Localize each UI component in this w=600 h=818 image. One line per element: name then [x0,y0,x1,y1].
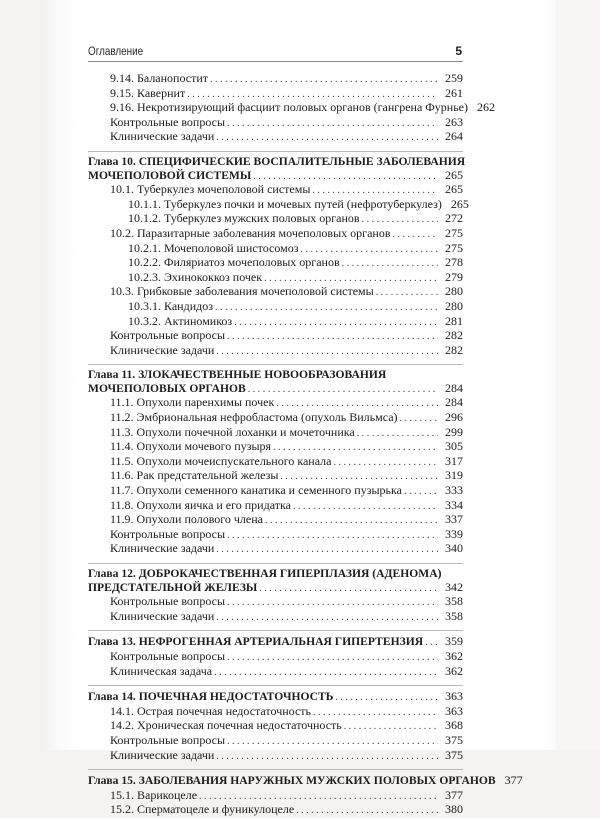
toc-entry[interactable]: 15.1. Варикоцеле . . . 377 [88,789,463,804]
toc-chapter-13 [88,630,463,679]
dot-leader [216,612,438,625]
toc-chapter-15 [88,769,523,818]
page-number: 5 [455,44,462,58]
toc-entry[interactable]: 11.4. Опухоли мочевого пузыря . . . 305 [88,440,463,455]
toc-entry[interactable]: 9.15. Кавернит . . . 261 [88,87,463,102]
toc-chapter-10 [88,151,469,358]
toc-entry[interactable]: 11.3. Опухоли почечной лоханки и мочеточника . . . 299 [88,426,463,441]
dot-leader [400,413,438,426]
dot-leader [357,428,438,441]
dot-leader [210,74,438,87]
toc-entry[interactable]: 9.14. Баланопостит . . . 259 [88,72,463,87]
dot-leader [215,302,438,315]
toc-entry[interactable]: 10.1. Туберкулез мочеполовой системы . . . 265 [88,183,463,198]
toc-entry[interactable]: 10.3.2. Актиномикоз . . . 281 [88,315,463,330]
dot-leader [273,442,438,455]
chapter-title-entry[interactable]: МОЧЕПОЛОВОЙ СИСТЕМЫ . . . 265 [88,169,463,184]
toc-entry[interactable]: Контрольные вопросы . . . 263 [88,116,463,131]
dot-leader [216,544,438,557]
toc-entry[interactable]: 10.2.2. Филяриатоз мочеполовых органов . . . 278 [88,256,463,271]
toc-entry[interactable]: 15.2. Сперматоцеле и фуникулоцеле . . . 380 [88,803,463,818]
dot-leader [425,637,438,650]
toc-entry[interactable]: 10.1.1. Туберкулез почки и мочевых путей (нефротуберкулез) 265 [128,196,469,211]
toc-entry[interactable]: 11.7. Опухоли семенного канатика и семенного пузырька . . . 333 [88,484,463,499]
dot-leader [296,805,438,818]
chapter-title-entry[interactable]: Глава 13. НЕФРОГЕННАЯ АРТЕРИАЛЬНАЯ ГИПЕРТЕНЗИЯ . . . 359 [88,635,463,650]
toc-entry[interactable]: 9.16. Некротизирующий фасциит половых органов (гангрена Фурнье) 262 [110,100,495,115]
dot-leader [393,229,439,242]
toc-chapter-11 [88,364,463,557]
dot-leader [214,667,438,680]
toc-entry[interactable]: 11.1. Опухоли паренхимы почек . . . 284 [88,396,463,411]
toc-entry[interactable]: 10.2. Паразитарные заболевания мочеполовых органов . . . 275 [88,227,463,242]
toc-entry[interactable]: 10.3.1. Кандидоз . . . 280 [88,300,463,315]
toc-entry[interactable]: Контрольные вопросы . . . 282 [88,329,463,344]
dot-leader [227,736,438,749]
toc-continuation-block [88,71,495,145]
toc-entry[interactable]: 10.3. Грибковые заболевания мочеполовой системы . . . 280 [88,285,463,300]
dot-leader [293,501,438,514]
dot-leader [259,583,438,596]
header-rule [88,61,463,62]
dot-leader [333,457,438,470]
toc-entry[interactable]: 10.1.2. Туберкулез мужских половых органов . . . 272 [88,212,463,227]
dot-leader [227,597,438,610]
table-of-contents [88,71,523,818]
toc-entry[interactable]: Контрольные вопросы . . . 358 [88,595,463,610]
toc-entry[interactable]: Клинические задачи . . . 375 [88,749,463,764]
toc-chapter-14 [88,685,463,763]
chapter-title[interactable]: Глава 12. ДОБРОКАЧЕСТВЕННАЯ ГИПЕРПЛАЗИЯ (АДЕНОМА) [88,567,442,580]
chapter-title-entry[interactable]: ПРЕДСТАТЕЛЬНОЙ ЖЕЛЕЗЫ . . . 342 [88,581,463,596]
dot-leader [216,751,438,764]
toc-entry[interactable]: Клинические задачи . . . 264 [88,130,463,145]
dot-leader [342,258,438,271]
toc-entry[interactable]: 14.1. Острая почечная недостаточность . . . 363 [88,705,463,720]
dot-leader [344,721,438,734]
dot-leader [234,317,438,330]
toc-entry[interactable]: 11.2. Эмбриональная нефробластома (опухоль Вильмса) . . . 296 [88,411,463,426]
dot-leader [227,530,438,543]
toc-entry[interactable]: Контрольные вопросы . . . 362 [88,650,463,665]
toc-entry[interactable]: Контрольные вопросы . . . 375 [88,734,463,749]
dot-leader [335,692,438,705]
toc-entry[interactable]: 11.6. Рак предстательной железы . . . 319 [88,469,463,484]
dot-leader [227,118,438,131]
dot-leader [404,486,438,499]
toc-entry[interactable]: 10.2.3. Эхинококкоз почек . . . 279 [88,271,463,286]
dot-leader [227,331,438,344]
chapter-title[interactable]: Глава 10. СПЕЦИФИЧЕСКИЕ ВОСПАЛИТЕЛЬНЫЕ ЗАБОЛЕВАНИЯ [88,154,466,168]
page-edge [556,0,600,750]
running-head [88,42,462,58]
dot-leader [312,185,438,198]
chapter-title-entry[interactable]: Глава 14. ПОЧЕЧНАЯ НЕДОСТАТОЧНОСТЬ . . . 363 [88,690,463,705]
toc-entry[interactable]: Клинические задачи . . . 358 [88,610,463,625]
dot-leader [227,652,438,665]
toc-entry[interactable]: Клинические задачи . . . 340 [88,542,463,557]
toc-chapter-12 [88,563,463,624]
toc-entry[interactable]: 11.5. Опухоли мочеиспускательного канала . . . 317 [88,455,463,470]
toc-entry[interactable]: Клиническая задача . . . 362 [88,665,463,680]
toc-entry[interactable]: Контрольные вопросы . . . 339 [88,528,463,543]
dot-leader [248,384,438,397]
dot-leader [216,132,438,145]
dot-leader [216,346,438,359]
running-title: Оглавление [88,46,144,58]
toc-entry[interactable]: 11.9. Опухоли полового члена . . . 337 [88,513,463,528]
dot-leader [265,515,438,528]
toc-entry[interactable]: Клинические задачи . . . 282 [88,344,463,359]
dot-leader [376,287,438,300]
chapter-title-entry[interactable]: Глава 15. ЗАБОЛЕВАНИЯ НАРУЖНЫХ МУЖСКИХ ПОЛОВЫХ ОРГАНОВ 377 [88,773,523,788]
toc-entry[interactable]: 14.2. Хроническая почечная недостаточность . . . 368 [88,719,463,734]
chapter-title[interactable]: Глава 11. ЗЛОКАЧЕСТВЕННЫЕ НОВООБРАЗОВАНИЯ [88,368,387,382]
toc-entry[interactable]: 10.2.1. Мочеполовой шистосомоз . . . 275 [88,242,463,257]
dot-leader [199,791,438,804]
toc-entry[interactable]: 11.8. Опухоли яичка и его придатка . . . 334 [88,499,463,514]
chapter-title-entry[interactable]: МОЧЕПОЛОВЫХ ОРГАНОВ . . . 284 [88,382,463,397]
